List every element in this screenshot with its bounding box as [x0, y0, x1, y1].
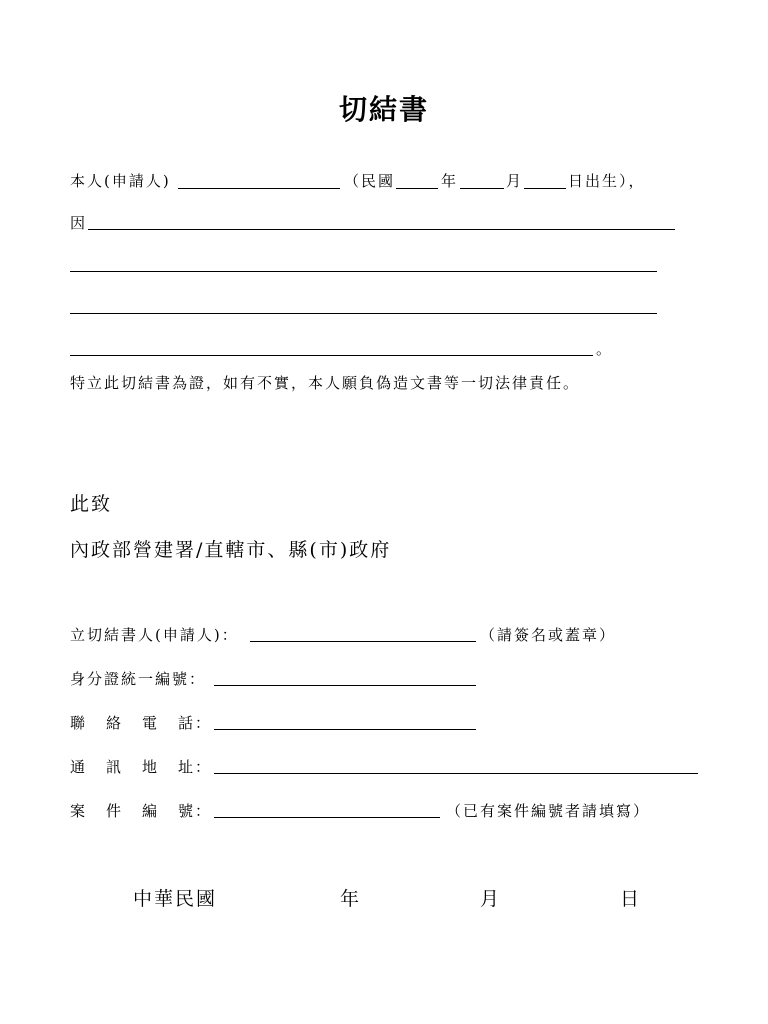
reason-line-4[interactable] — [70, 355, 593, 356]
id-number-label: 身分證統一編號： — [70, 670, 207, 688]
birth-month-line[interactable] — [460, 188, 504, 189]
recipient-text: 內政部營建署/直轄市、縣(市)政府 — [70, 539, 392, 561]
case-number-line[interactable] — [214, 817, 440, 818]
reason-line-2[interactable] — [70, 271, 657, 272]
date-month: 月 — [480, 888, 502, 910]
applicant-label: 本人(申請人) — [70, 172, 171, 190]
applicant-name-line[interactable] — [178, 188, 340, 189]
signer-signature-line[interactable] — [250, 641, 476, 642]
case-number-label: 案 件 編 號： — [70, 802, 213, 820]
salutation-text: 此致 — [70, 493, 113, 515]
reason-line-1[interactable] — [88, 229, 675, 230]
statement-text: 特立此切結書為證，如有不實，本人願負偽造文書等一切法律責任。 — [70, 374, 581, 392]
birth-year-line[interactable] — [396, 188, 438, 189]
date-era: 中華民國 — [133, 888, 218, 910]
phone-line[interactable] — [214, 729, 476, 730]
birth-month-label: 月 — [506, 172, 524, 190]
reason-end-mark: 。 — [596, 340, 614, 358]
case-number-note: （已有案件編號者請填寫） — [446, 802, 651, 820]
signer-note: （請簽名或蓋章） — [480, 626, 617, 644]
reason-line-3[interactable] — [70, 313, 657, 314]
address-label: 通 訊 地 址： — [70, 758, 213, 776]
birth-day-line[interactable] — [524, 188, 566, 189]
birth-day-label: 日出生）， — [568, 172, 646, 190]
reason-label: 因 — [70, 214, 88, 232]
date-year: 年 — [340, 888, 362, 910]
phone-label: 聯 絡 電 話： — [70, 714, 213, 732]
signer-label: 立切結書人(申請人)： — [70, 626, 239, 644]
roc-open-label: （民國 — [344, 172, 396, 190]
document-title: 切結書 — [338, 93, 429, 126]
id-number-line[interactable] — [214, 685, 476, 686]
birth-year-label: 年 — [441, 172, 459, 190]
address-line[interactable] — [214, 773, 698, 774]
date-day: 日 — [620, 888, 642, 910]
